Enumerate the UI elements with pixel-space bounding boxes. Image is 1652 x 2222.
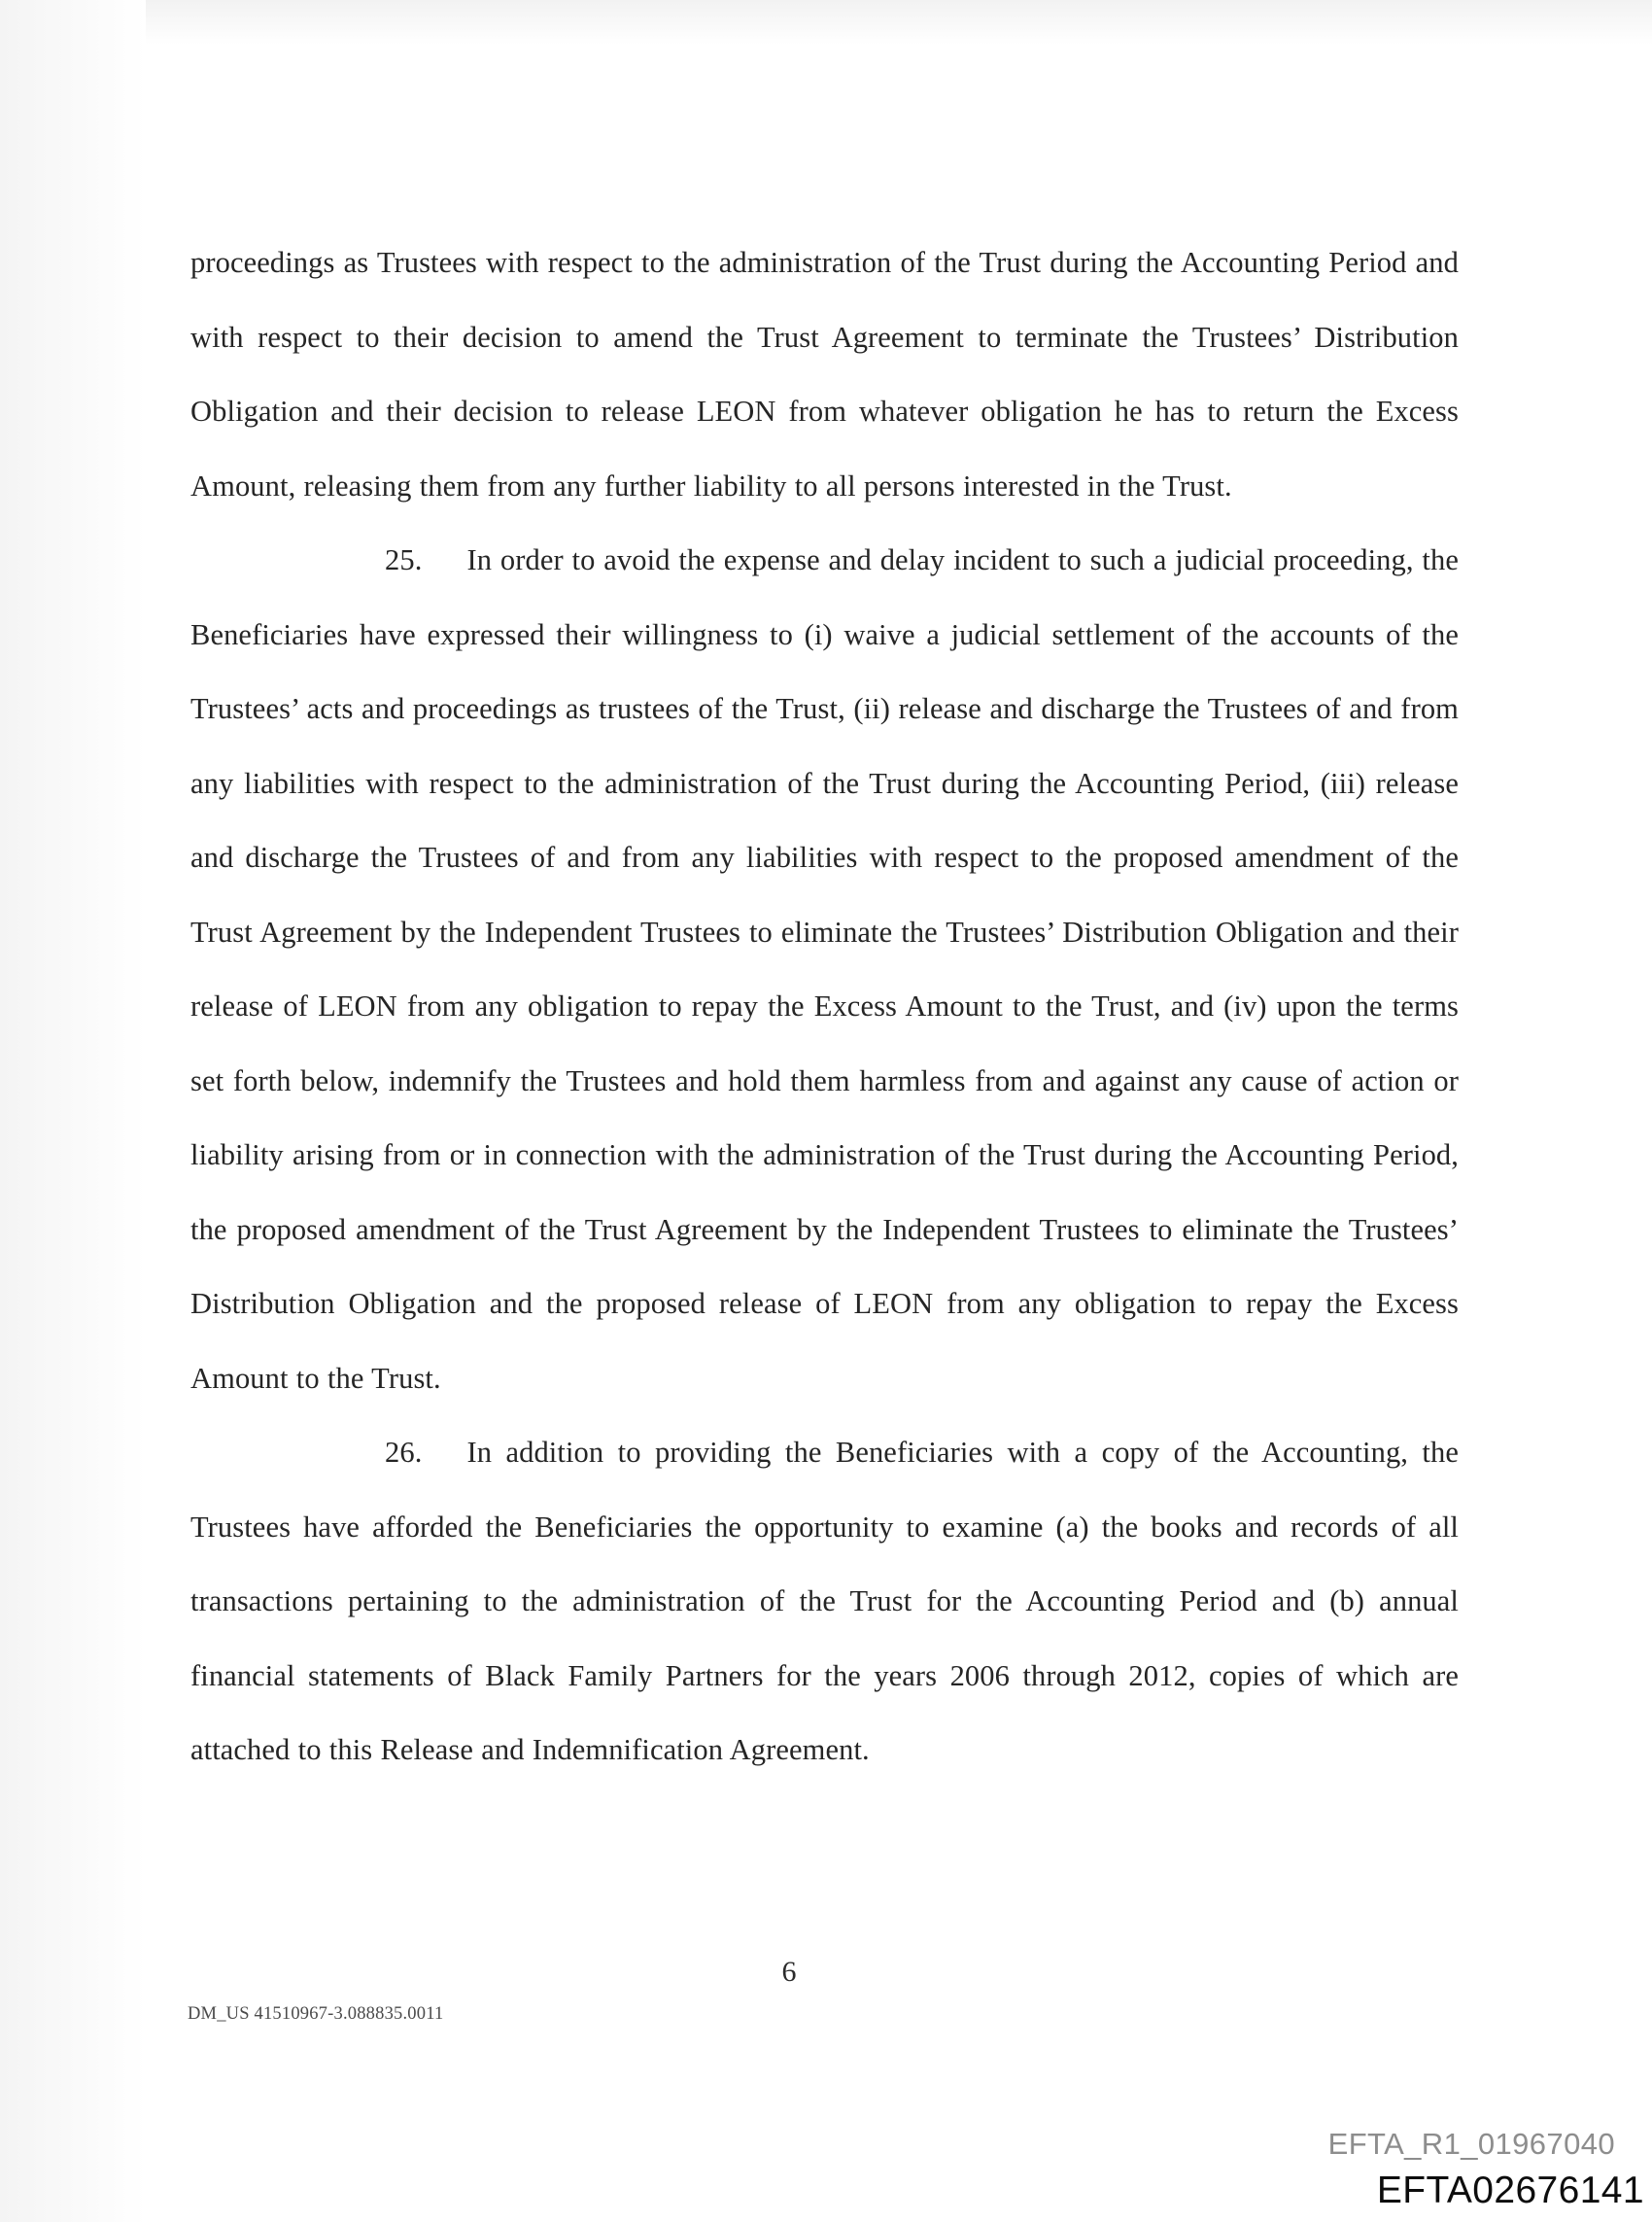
page-number-value: 6 xyxy=(781,1956,797,1988)
paragraph-25 xyxy=(190,523,1459,1415)
scan-edge-left-shadow xyxy=(0,0,146,2222)
bates-number-upper: EFTA_R1_01967040 xyxy=(1327,2127,1615,2161)
paragraph-text: In order to avoid the expense and delay incident to such a judicial proceeding, the Beneficiaries have expressed their willingness to (i) waive a judicial settlement of the accounts of the Trustees’ acts and proceedings as trustees of the Trust, (ii) release and discharge the Trustees of and from any liabilities with respect to the administration of the Trust during the Accounting Period, (iii) release and discharge the Trustees of and from any liabilities with respect to the proposed amendment of the Trust Agreement by the Independent Trustees to eliminate the Trustees’ Distribution Obligation and their release of LEON from any obligation to repay the Excess Amount to the Trust, and (iv) upon the terms set forth below, indemnify the Trustees and hold them harmless from and against any cause of action or liability arising from or in connection with the administration of the Trust during the Accounting Period, the proposed amendment of the Trust Agreement by the Independent Trustees to eliminate the Trustees’ Distribution Obligation and the proposed release of LEON from any obligation to repay the Excess Amount to the Trust. xyxy=(190,543,1459,1395)
scan-edge-top-shadow xyxy=(0,0,1652,45)
paragraph-text: In addition to providing the Beneficiaries with a copy of the Accounting, the Trustees have afforded the Beneficiaries the opportunity to examine (a) the books and records of all transactions pertaining to the administration of the Trust for the Accounting Period and (b) annual financial statements of Black Family Partners for the years 2006 through 2012, copies of which are attached to this Release and Indemnification Agreement. xyxy=(190,1436,1459,1766)
bates-number-lower: EFTA02676141 xyxy=(1376,2170,1644,2211)
footer-document-id: DM_US 41510967-3.088835.0011 xyxy=(188,2004,444,2024)
document-body xyxy=(190,226,1459,1788)
paragraph-continuation-24 xyxy=(190,226,1459,523)
page-number xyxy=(0,1956,1652,1989)
paragraph-number: 25. xyxy=(385,543,423,576)
paragraph-number: 26. xyxy=(385,1436,423,1469)
paragraph-text: proceedings as Trustees with respect to the administration of the Trust during the Accounting Period and with respect to their decision to amend the Trust Agreement to terminate the Trustees’ Distribution Obligation and their decision to release LEON from whatever obligation he has to return the Excess Amount, releasing them from any further liability to all persons interested in the Trust. xyxy=(190,246,1459,503)
paragraph-26 xyxy=(190,1415,1459,1788)
